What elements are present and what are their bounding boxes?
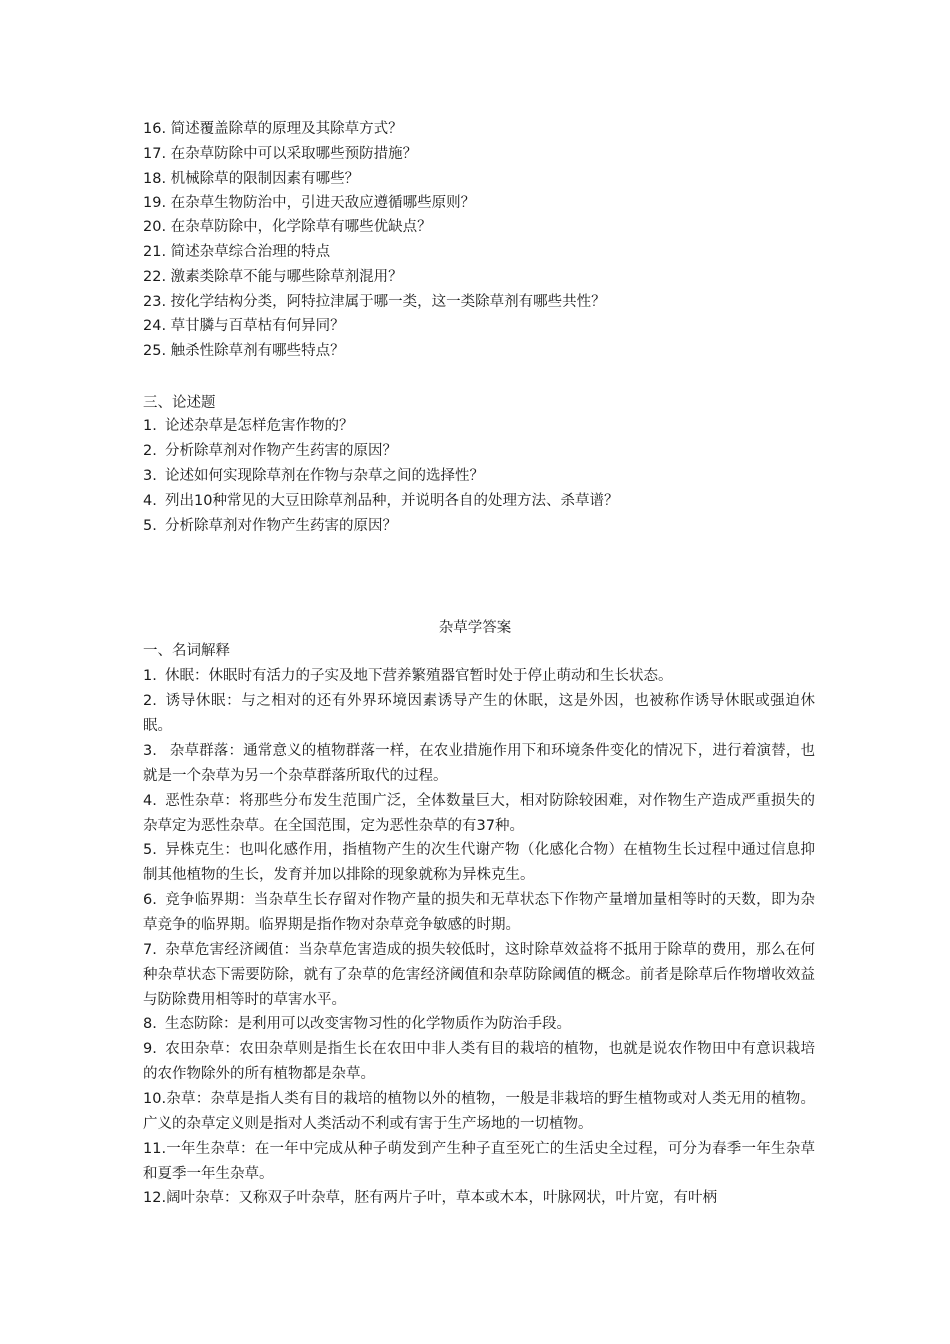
answer-4: 4. 恶性杂草：将那些分布发生范围广泛，全体数量巨大，相对防除较困难，对作物生产造成严重损失的杂草定为恶性杂草。在全国范围，定为恶性杂草的有37种。 — [143, 793, 815, 834]
answers-section-heading: 一、名词解释 — [143, 643, 230, 659]
answer-1: 1. 休眠：休眠时有活力的子实及地下营养繁殖器官暂时处于停止萌动和生长状态。 — [143, 668, 673, 684]
essay-section-heading: 三、论述题 — [143, 395, 216, 411]
essay-question-2: 2. 分析除草剂对作物产生药害的原因？ — [143, 443, 397, 459]
answers-title: 杂草学答案 — [438, 620, 512, 636]
question-16: 16. 简述覆盖除草的原理及其除草方式？ — [143, 121, 403, 137]
answer-2: 2. 诱导休眠：与之相对的还有外界环境因素诱导产生的休眠，这是外因，也被称作诱导休眠或强迫休眠。 — [143, 693, 815, 734]
answer-12: 12.阔叶杂草：又称双子叶杂草，胚有两片子叶，草本或木本，叶脉网状，叶片宽，有叶柄 — [143, 1190, 718, 1206]
answer-9: 9. 农田杂草：农田杂草则是指生长在农田中非人类有目的栽培的植物，也就是说农作物田中有意识栽培的农作物除外的所有植物都是杂草。 — [143, 1041, 815, 1082]
essay-question-1: 1. 论述杂草是怎样危害作物的？ — [143, 418, 354, 434]
answer-10: 10.杂草：杂草是指人类有目的栽培的植物以外的植物，一般是非栽培的野生植物或对人类无用的植物。广义的杂草定义则是指对人类活动不利或有害于生产场地的一切植物。 — [143, 1091, 815, 1132]
answer-3: 3. 杂草群落：通常意义的植物群落一样，在农业措施作用下和环境条件变化的情况下，进行着演替，也就是一个杂草为另一个杂草群落所取代的过程。 — [143, 743, 815, 784]
answer-11: 11.一年生杂草：在一年中完成从种子萌发到产生种子直至死亡的生活史全过程，可分为春季一年生杂草和夏季一年生杂草。 — [143, 1141, 815, 1182]
answer-8: 8. 生态防除：是利用可以改变害物习性的化学物质作为防治手段。 — [143, 1016, 571, 1032]
question-23: 23. 按化学结构分类，阿特拉津属于哪一类，这一类除草剂有哪些共性？ — [143, 294, 606, 310]
answer-6: 6. 竞争临界期：当杂草生长存留对作物产量的损失和无草状态下作物产量增加量相等时的天数，即为杂草竞争的临界期。临界期是指作物对杂草竞争敏感的时期。 — [143, 892, 815, 933]
essay-question-4: 4. 列出10种常见的大豆田除草剂品种，并说明各自的处理方法、杀草谱？ — [143, 493, 619, 509]
answer-7: 7. 杂草危害经济阈值：当杂草危害造成的损失较低时，这时除草效益将不抵用于除草的费用，那么在何种杂草状态下需要防除，就有了杂草的危害经济阈值和杂草防除阈值的概念。前者是除草后作物增收效益与防除费用相等时的草害水平。 — [143, 942, 815, 1008]
question-22: 22. 激素类除草不能与哪些除草剂混用？ — [143, 269, 403, 285]
answer-5: 5. 异株克生：也叫化感作用，指植物产生的次生代谢产物（化感化合物）在植物生长过程中通过信息抑制其他植物的生长，发育并加以排除的现象就称为异株克生。 — [143, 842, 815, 883]
question-18: 18. 机械除草的限制因素有哪些？ — [143, 171, 360, 187]
question-20: 20. 在杂草防除中，化学除草有哪些优缺点？ — [143, 219, 432, 235]
essay-question-5: 5. 分析除草剂对作物产生药害的原因？ — [143, 518, 397, 534]
question-25: 25. 触杀性除草剂有哪些特点？ — [143, 343, 345, 359]
essay-question-3: 3. 论述如何实现除草剂在作物与杂草之间的选择性？ — [143, 468, 484, 484]
question-21: 21. 简述杂草综合治理的特点 — [143, 244, 331, 260]
question-17: 17. 在杂草防除中可以采取哪些预防措施？ — [143, 146, 418, 162]
question-24: 24. 草甘膦与百草枯有何异同？ — [143, 318, 345, 334]
question-19: 19. 在杂草生物防治中，引进天敌应遵循哪些原则？ — [143, 195, 476, 211]
